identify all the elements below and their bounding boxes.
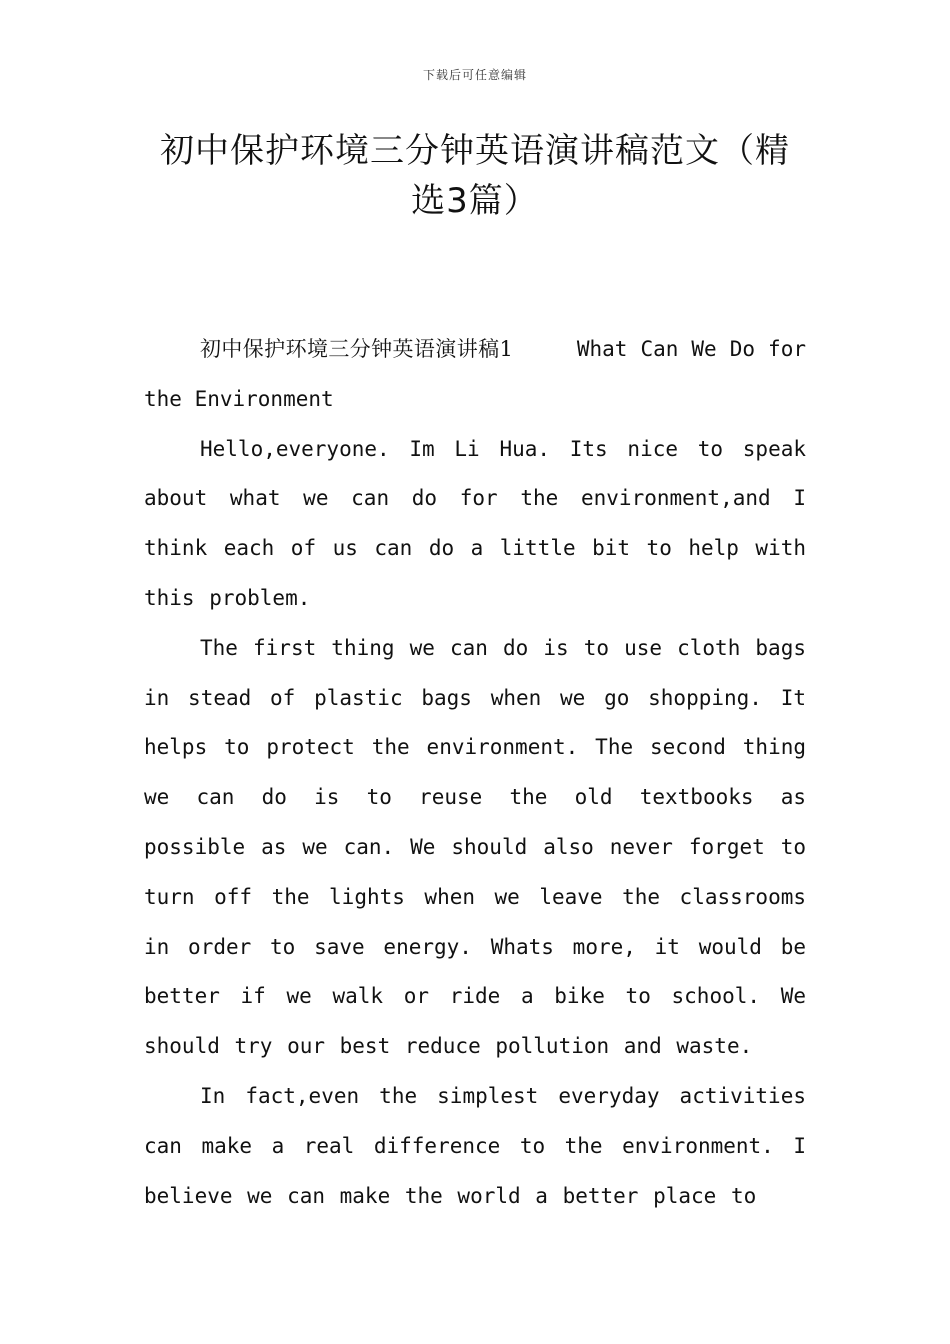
document-body	[144, 325, 806, 1221]
section-heading-cn: 初中保护环境三分钟英语演讲稿1	[200, 337, 513, 361]
section-heading-en: What Can We Do for the Environment	[144, 337, 806, 411]
paragraph-1: Hello,everyone. Im Li Hua. Its nice to speak about what we can do for the environment,and I think each of us can do a little bit to help with this problem.	[144, 436, 806, 610]
header-note: 下载后可任意编辑	[422, 68, 527, 82]
paragraph-2: The first thing we can do is to use cloth bags in stead of plastic bags when we go shopping. It helps to protect the environment. The second thing we can do is to reuse the old textbooks as possible as we can. We should also never forget to turn off the lights when we leave the classrooms in order to save energy. Whats more, it would be better if we walk or ride a bike to school. We should try our best reduce pollution and waste.	[144, 635, 806, 1059]
paragraph-3: In fact,even the simplest everyday activities can make a real difference to the environment. I believe we can make the world a better place to	[144, 1083, 806, 1208]
section-heading	[144, 325, 806, 425]
document-title: 初中保护环境三分钟英语演讲稿范文（精选3篇）	[160, 131, 790, 221]
